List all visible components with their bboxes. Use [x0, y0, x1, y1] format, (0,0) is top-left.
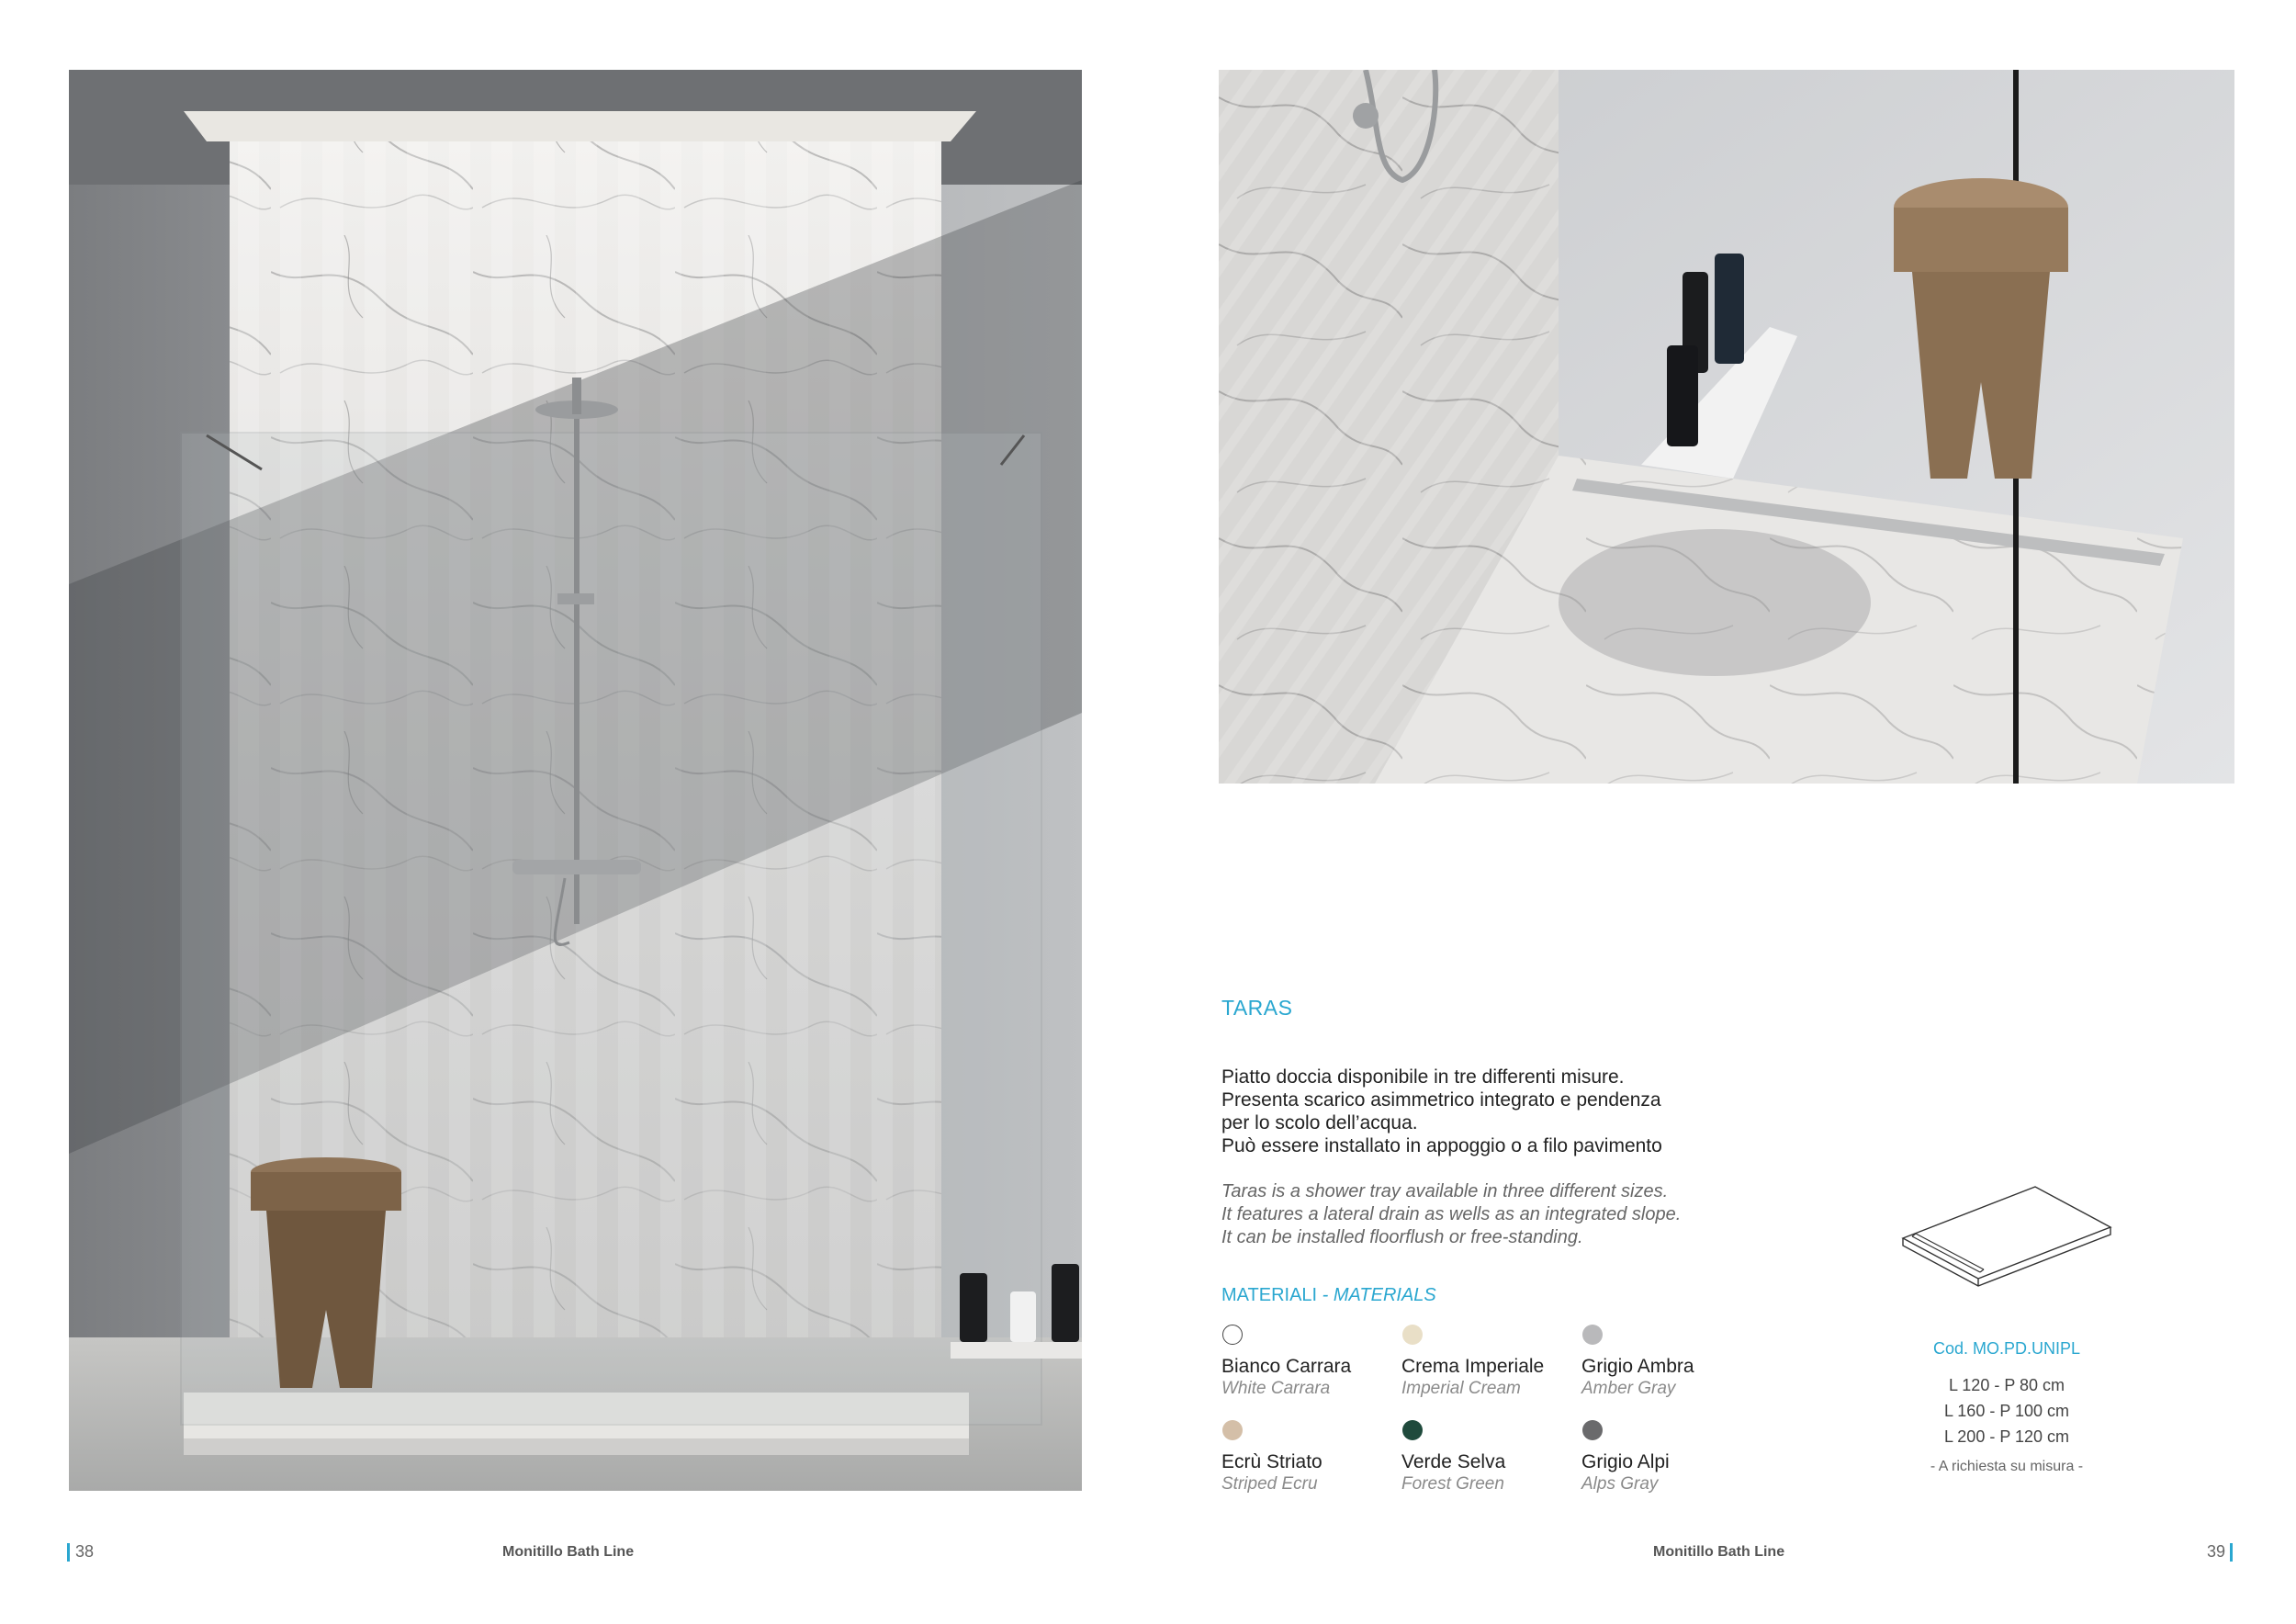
size-item: L 160 - P 100 cm: [1943, 1402, 2070, 1420]
materials-heading-en: MATERIALS: [1333, 1285, 1436, 1305]
material-name-it: Bianco Carrara: [1221, 1356, 1352, 1377]
color-swatch: [1402, 1420, 1423, 1440]
custom-size-note: - A richiesta su misura -: [1930, 1459, 2084, 1474]
materials-heading: [1221, 1285, 1436, 1306]
page-number-left: 38: [75, 1542, 95, 1561]
materials-heading-sep: -: [1317, 1285, 1334, 1305]
material-verde-selva: [1401, 1420, 1585, 1495]
description-it-line: Presenta scarico asimmetrico integrato e pendenza: [1221, 1089, 1661, 1111]
material-crema-imperiale: [1401, 1325, 1585, 1400]
material-grigio-ambra: [1581, 1325, 1765, 1400]
material-bianco-carrara: [1221, 1325, 1405, 1400]
description-italian: [1221, 1066, 1662, 1157]
description-it-line: Piatto doccia disponibile in tre differenti misure.: [1221, 1066, 1625, 1088]
page-number-bar-right: [2230, 1543, 2233, 1562]
color-swatch: [1402, 1325, 1423, 1345]
material-name-en: Alps Gray: [1581, 1474, 1659, 1494]
description-it-line: Può essere installato in appoggio o a filo pavimento: [1221, 1135, 1662, 1156]
description-en-line: Taras is a shower tray available in three different sizes.: [1221, 1181, 1669, 1201]
shower-photo: [69, 70, 1082, 1491]
material-name-en: White Carrara: [1221, 1379, 1331, 1398]
description-en-line: It features a lateral drain as wells as an integrated slope.: [1221, 1204, 1682, 1224]
materials-heading-it: MATERIALI: [1221, 1285, 1318, 1305]
size-list: [1910, 1372, 2103, 1449]
product-code: Cod. MO.PD.UNIPL: [1932, 1339, 2081, 1358]
material-name-en: Imperial Cream: [1401, 1379, 1521, 1398]
color-swatch: [1222, 1325, 1243, 1345]
material-grigio-alpi: [1581, 1420, 1765, 1495]
color-swatch: [1222, 1420, 1243, 1440]
description-it-line: per lo scolo dell’acqua.: [1221, 1112, 1418, 1133]
page-number-bar-left: [67, 1543, 70, 1562]
tray-detail-photo: [1219, 70, 2234, 784]
description-english: [1221, 1180, 1681, 1249]
page-number-right: 39: [2207, 1542, 2226, 1561]
material-name-it: Grigio Alpi: [1581, 1451, 1670, 1472]
product-title: TARAS: [1221, 996, 1293, 1020]
material-name-en: Amber Gray: [1581, 1379, 1676, 1398]
tray-line-drawing: [1899, 1183, 2115, 1307]
material-name-it: Ecrù Striato: [1221, 1451, 1322, 1472]
description-en-line: It can be installed floorflush or free-standing.: [1221, 1227, 1583, 1247]
material-name-en: Striped Ecru: [1221, 1474, 1318, 1494]
material-name-it: Crema Imperiale: [1401, 1356, 1545, 1377]
footer-brand-left: Monitillo Bath Line: [502, 1544, 635, 1560]
material-name-en: Forest Green: [1401, 1474, 1504, 1494]
footer-brand-right: Monitillo Bath Line: [1653, 1544, 1785, 1560]
color-swatch: [1582, 1420, 1603, 1440]
material-ecru-striato: [1221, 1420, 1405, 1495]
color-swatch: [1582, 1325, 1603, 1345]
size-item: L 200 - P 120 cm: [1943, 1427, 2070, 1446]
material-name-it: Grigio Ambra: [1581, 1356, 1694, 1377]
size-item: L 120 - P 80 cm: [1948, 1376, 2065, 1394]
material-name-it: Verde Selva: [1401, 1451, 1506, 1472]
